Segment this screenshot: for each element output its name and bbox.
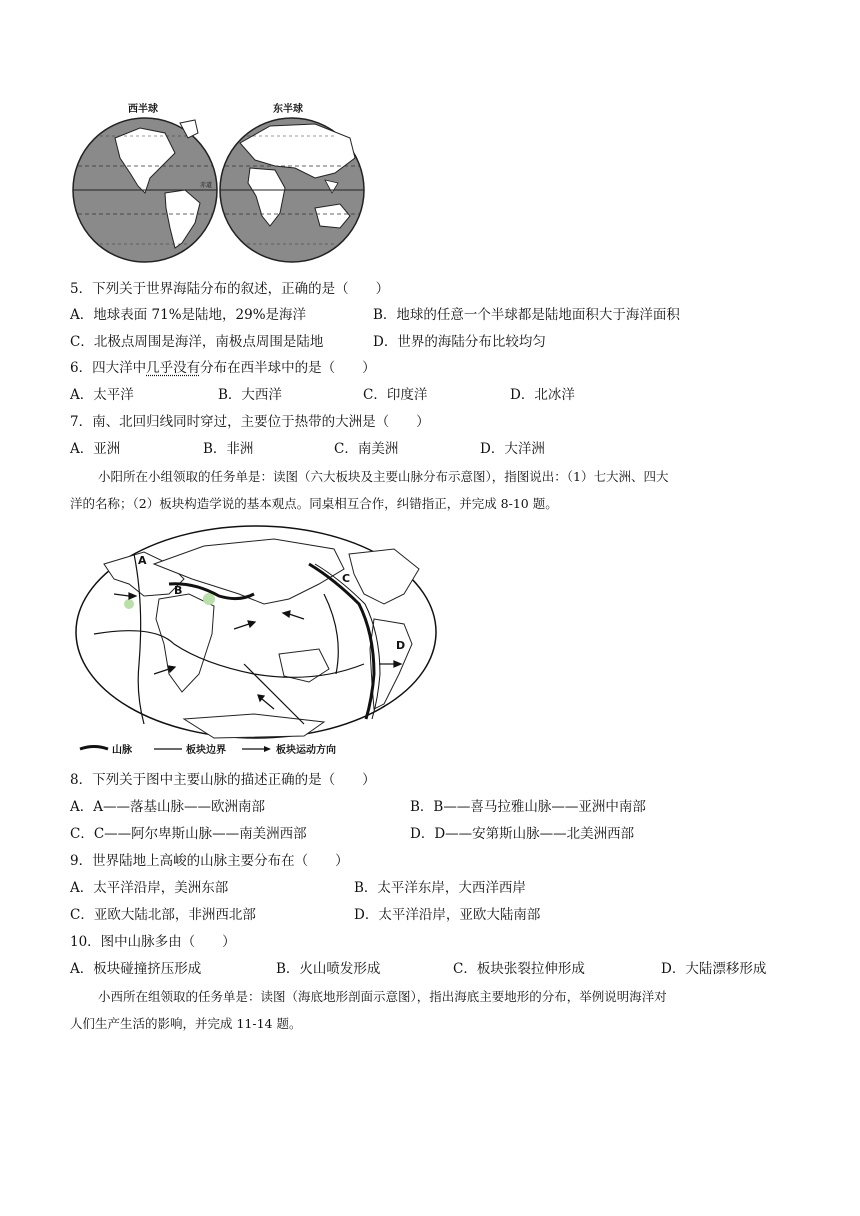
q6-stem — [70, 359, 376, 377]
q6-stem-emphasis: 几乎没有 — [146, 360, 201, 376]
equator-label-left: 赤道 — [200, 182, 213, 189]
q5-option-a[interactable]: A．地球表面 71%是陆地，29%是海洋 — [70, 307, 307, 323]
q9-option-c[interactable]: C．亚欧大陆北部，非洲西北部 — [70, 907, 256, 923]
east-hemisphere-label: 东半球 — [273, 104, 303, 115]
east-hemisphere — [220, 118, 364, 262]
task2-line1: 小西所在组领取的任务单是：读图（海底地形剖面示意图），指出海底主要地形的分布，举例说明海洋对 — [98, 989, 667, 1004]
q10-option-c[interactable]: C．板块张裂拉伸形成 — [453, 961, 585, 977]
q7-option-c[interactable]: C．南美洲 — [334, 441, 399, 457]
q8-option-b[interactable]: B．B——喜马拉雅山脉——亚洲中南部 — [410, 799, 646, 815]
task2-line2: 人们生产生活的影响，并完成 11-14 题。 — [70, 1016, 302, 1031]
plate-map-legend — [80, 743, 336, 756]
q9-option-a[interactable]: A．太平洋沿岸，美洲东部 — [70, 880, 229, 896]
q5-option-c[interactable]: C．北极点周围是海洋，南极点周围是陆地 — [70, 334, 324, 350]
hemispheres-map — [70, 98, 370, 266]
q10-option-a[interactable]: A．板块碰撞挤压形成 — [70, 961, 202, 977]
map-letter-a: A — [138, 554, 147, 567]
q6-option-b[interactable]: B．大西洋 — [218, 387, 282, 403]
q8-option-d[interactable]: D．D——安第斯山脉——北美洲西部 — [410, 826, 635, 842]
west-hemisphere — [73, 118, 217, 262]
q9-option-b[interactable]: B．太平洋东岸，大西洋西岸 — [354, 880, 526, 896]
q8-option-c[interactable]: C．C——阿尔卑斯山脉——南美洲西部 — [70, 826, 307, 842]
task1-line2: 洋的名称；（2）板块构造学说的基本观点。同桌相互合作，纠错指正，并完成 8-10 题。 — [70, 496, 558, 511]
q10-option-d[interactable]: D．大陆漂移形成 — [661, 961, 767, 977]
q9-option-d[interactable]: D．太平洋沿岸，亚欧大陆南部 — [354, 907, 541, 923]
west-hemisphere-label: 西半球 — [128, 104, 158, 115]
q6-option-c[interactable]: C．印度洋 — [363, 387, 428, 403]
q6-stem-post: 分布在西半球中的是（ ） — [200, 360, 376, 376]
q10-option-b[interactable]: B．火山喷发形成 — [276, 961, 381, 977]
q9-stem: 9．世界陆地上高峻的山脉主要分布在（ ） — [70, 853, 349, 869]
q8-stem: 8．下列关于图中主要山脉的描述正确的是（ ） — [70, 772, 376, 788]
q7-option-a[interactable]: A．亚洲 — [70, 441, 121, 457]
q5-option-b[interactable]: B．地球的任意一个半球都是陆地面积大于海洋面积 — [373, 307, 680, 323]
map-letter-b: B — [174, 584, 183, 597]
q6-option-d[interactable]: D．北冰洋 — [510, 387, 575, 403]
q5-stem: 5．下列关于世界海陆分布的叙述，正确的是（ ） — [70, 281, 390, 297]
q7-option-b[interactable]: B．非洲 — [203, 441, 254, 457]
q7-stem: 7．南、北回归线同时穿过，主要位于热带的大洲是（ ） — [70, 414, 430, 430]
task1-line1: 小阳所在小组领取的任务单是：读图（六大板块及主要山脉分布示意图），指图说出：（1）七大洲、四大 — [98, 469, 669, 484]
legend-mountain: 山脉 — [112, 745, 132, 756]
map-letter-d: D — [396, 639, 406, 652]
q8-option-a[interactable]: A．A——落基山脉——欧洲南部 — [70, 799, 265, 815]
legend-motion: 板块运动方向 — [276, 745, 336, 756]
q6-option-a[interactable]: A．太平洋 — [70, 387, 134, 403]
plate-map — [74, 524, 438, 760]
q5-option-d[interactable]: D．世界的海陆分布比较均匀 — [373, 334, 546, 350]
q7-option-d[interactable]: D．大洋洲 — [480, 441, 545, 457]
q10-stem: 10．图中山脉多由（ ） — [70, 934, 236, 950]
map-letter-c: C — [342, 572, 351, 585]
q6-stem-pre: 6．四大洋中 — [70, 360, 147, 376]
legend-boundary: 板块边界 — [186, 745, 226, 756]
